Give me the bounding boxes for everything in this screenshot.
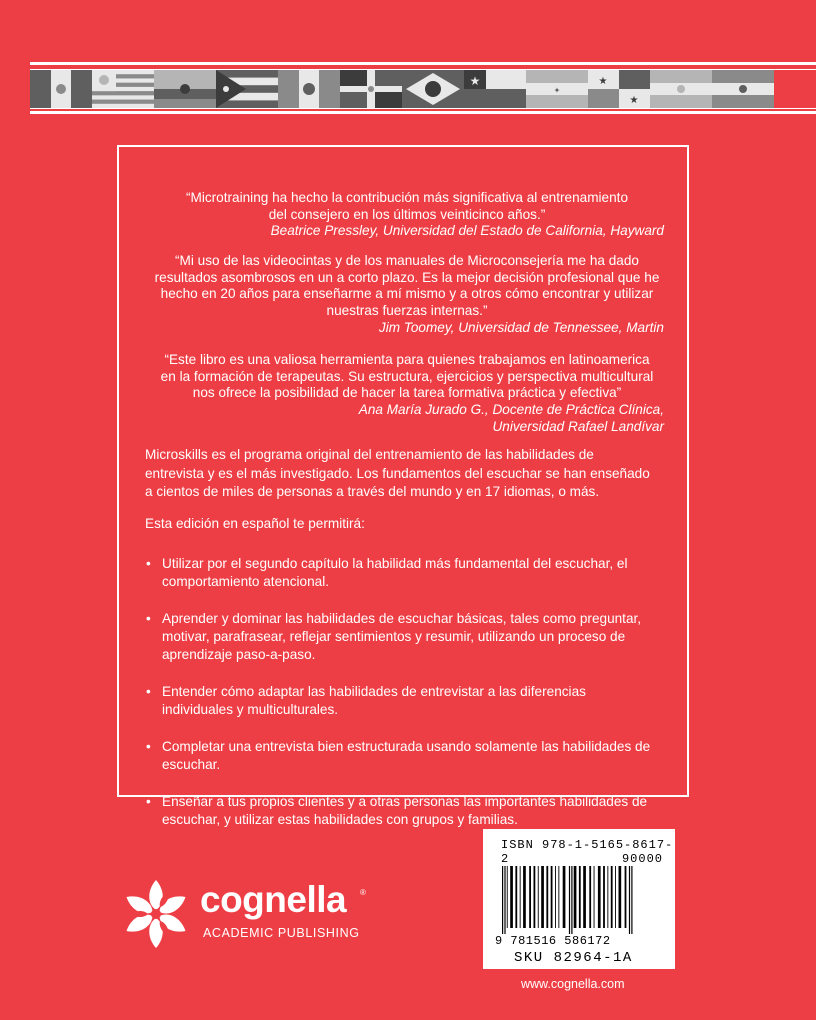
barcode-bar	[625, 866, 627, 928]
flag-el-salvador-icon	[712, 70, 774, 108]
flower-logo-icon	[118, 876, 194, 952]
barcode-bar	[534, 866, 536, 928]
price-code: 90000	[621, 852, 663, 866]
benefit-line: escuchar.	[162, 757, 221, 773]
quote-2-line: “Mi uso de las videocintas y de los manuales de Microconsejería me ha dado	[175, 253, 639, 268]
barcode-bar	[615, 866, 616, 928]
barcode-bar	[611, 866, 613, 928]
quote-2-line: resultados asombrosos en un a corto plazo. Es la mejor decisión profesional que he	[154, 269, 660, 285]
intro-paragraph	[145, 446, 665, 502]
quote-2-attribution: Jim Toomey, Universidad de Tennessee, Martin	[378, 319, 664, 335]
barcode-bar	[574, 866, 577, 928]
barcode-bar	[571, 866, 572, 934]
quote-3-line: “Este libro es una valiosa herramienta para quienes trabajamos en latinoamerica	[164, 352, 650, 367]
intro-line: entrevista y es el más investigado. Los fundamentos del escuchar se han enseñado	[145, 465, 650, 481]
quote-3-attribution: Universidad Rafael Landívar	[492, 418, 664, 434]
barcode-bar	[504, 866, 505, 934]
barcode-bar	[631, 866, 632, 934]
quote-2	[150, 253, 664, 337]
quote-2-line: hecho en 20 años para enseñarme a mí mismo y a otros cómo encontrar y utilizar	[160, 286, 654, 302]
benefit-line: Enseñar a tus propios clientes y a otras personas las importantes habilidades de	[162, 793, 648, 809]
flag-cuba-icon	[216, 70, 278, 108]
barcode-bar	[579, 866, 581, 928]
flag-strip	[30, 62, 816, 114]
barcode-bar	[515, 866, 517, 928]
flag-uruguay-icon	[92, 70, 154, 108]
registered-mark: ®	[360, 888, 366, 897]
svg-text:★: ★	[629, 95, 639, 106]
flag-argentina-icon	[650, 70, 712, 108]
benefit-line: Entender cómo adaptar las habilidades de entrevistar a las diferencias	[162, 684, 586, 700]
barcode-bar	[569, 866, 570, 934]
barcode-bar	[502, 866, 503, 934]
quote-2-line: nuestras fuerzas internas.”	[326, 303, 488, 319]
svg-text:★: ★	[469, 74, 481, 88]
flag-brazil-icon	[402, 70, 464, 108]
quote-1-line: del consejero en los últimos veinticinco años.”	[268, 206, 546, 222]
barcode-bar	[529, 866, 531, 928]
benefit-line: Completar una entrevista bien estructurada usando solamente las habilidades de	[162, 738, 651, 754]
quote-3	[150, 352, 664, 436]
benefit-line: individuales y multiculturales.	[162, 702, 339, 718]
barcode-bar	[589, 866, 591, 928]
barcode-bar	[520, 866, 521, 928]
quote-3-line: en la formación de terapeutas. Su estructura, ejercicios y perspectiva multicultural	[160, 368, 654, 384]
publisher-name: cognella	[200, 879, 347, 920]
barcode-bar	[546, 866, 548, 928]
barcode-bar	[555, 866, 556, 928]
benefit-line: aprendizaje paso-a-paso.	[162, 647, 316, 663]
benefit-list	[145, 555, 670, 848]
flag-honduras-icon	[526, 70, 588, 108]
barcode-bar	[619, 866, 622, 928]
barcode-bars	[500, 866, 660, 934]
barcode-bar	[523, 866, 526, 928]
benefit-item	[145, 683, 670, 719]
barcode-bar	[629, 866, 630, 934]
barcode-bar	[598, 866, 601, 928]
publisher-logo	[118, 876, 368, 956]
intro-line: a cientos de miles de personas a través del mundo y en 17 idiomas, o más.	[145, 484, 600, 499]
isbn-barcode-box	[483, 829, 675, 969]
quote-1	[150, 190, 664, 240]
barcode-bar	[510, 866, 513, 928]
barcode-bar	[558, 866, 559, 928]
quote-1-line: “Microtraining ha hecho la contribución más significativa al entrenamiento	[185, 190, 629, 205]
flag-guatemala-icon	[278, 70, 340, 108]
benefit-item	[145, 793, 670, 829]
publisher-website[interactable]: www.cognella.com	[521, 977, 625, 991]
barcode-bar	[541, 866, 544, 928]
flag-row	[30, 69, 816, 109]
barcode-bar	[551, 866, 553, 928]
ean-number: 9 781516 586172	[495, 934, 611, 948]
benefit-line: escuchar, y utilizar estas habilidades con grupos y familias.	[162, 812, 518, 828]
benefit-line: comportamiento atencional.	[162, 574, 329, 590]
benefit-line: Utilizar por el segundo capítulo la habilidad más fundamental del escuchar, el	[162, 556, 628, 571]
flag-dominican-republic-icon	[340, 70, 402, 108]
flag-panama-icon	[588, 70, 650, 108]
svg-text:✦: ✦	[553, 86, 561, 95]
intro-line: Microskills es el programa original del entrenamiento de las habilidades de	[145, 447, 594, 462]
quote-1-attribution: Beatrice Pressley, Universidad del Estado de California, Hayward	[270, 223, 664, 239]
benefit-item	[145, 610, 670, 665]
quote-3-line: nos ofrece la posibilidad de hacer la tarea formativa práctica y efectiva”	[192, 385, 622, 401]
barcode-bar	[563, 866, 566, 928]
sku-number: SKU 82964-1A	[514, 950, 633, 966]
flag-mexico-icon	[30, 70, 92, 108]
lead-in-text: Esta edición en español te permitirá:	[145, 516, 365, 531]
quote-3-attribution: Ana María Jurado G., Docente de Práctica Clínica,	[358, 402, 664, 418]
barcode-bar	[607, 866, 608, 928]
benefit-item	[145, 555, 670, 591]
barcode-bar	[603, 866, 605, 928]
benefit-item	[145, 738, 670, 774]
publisher-subtitle: ACADEMIC PUBLISHING	[203, 926, 360, 940]
isbn-number: ISBN 978-1-5165-8617-2	[501, 838, 674, 866]
benefit-line: Aprender y dominar las habilidades de escuchar básicas, tales como preguntar,	[162, 610, 642, 626]
barcode-bar	[594, 866, 595, 928]
benefit-line: motivar, parafrasear, reflejar sentimientos y resumir, utilizando un proceso de	[162, 629, 626, 645]
flag-chile-icon	[464, 70, 526, 108]
barcode-bar	[538, 866, 539, 928]
flag-ecuador-icon	[154, 70, 216, 108]
barcode-bar	[507, 866, 508, 928]
svg-text:★: ★	[598, 76, 608, 87]
barcode-bar	[583, 866, 586, 928]
